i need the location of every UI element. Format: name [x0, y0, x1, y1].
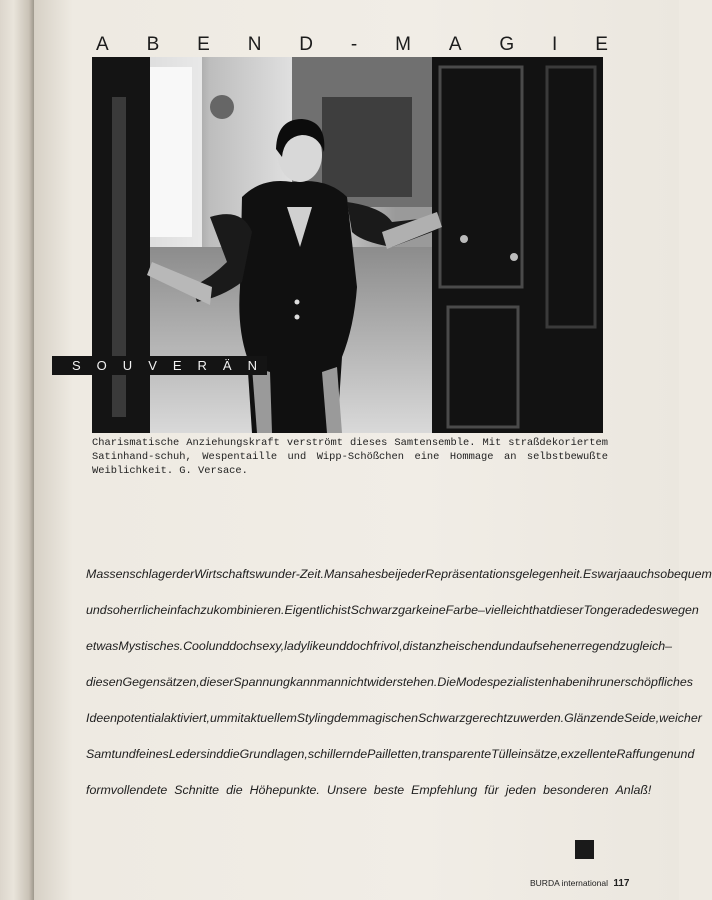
label-letter: R: [197, 358, 207, 373]
label-letter: E: [172, 358, 182, 373]
body-line: formvollendete Schnitte die Höhepunkte. Unsere beste Empfehlung für jeden besonderen Anlaß!: [86, 783, 652, 797]
title-letter: E: [595, 34, 608, 55]
article-body: [86, 556, 712, 808]
publication-name: BURDA international: [530, 878, 608, 888]
body-line: Massenschlager der Wirtschaftswunder-Zeit. Man sah es bei jeder Repräsentationsgelegenheit. Es war ja auch so bequem: [86, 567, 712, 581]
title-letter: D: [299, 34, 314, 55]
label-letter: O: [96, 358, 107, 373]
title-letter: E: [197, 34, 210, 55]
title-letter: N: [247, 34, 262, 55]
body-line: diesen Gegensätzen, dieser Spannung kann man nicht widerstehen. Die Modespezialisten haben ihr unerschöpfliches: [86, 675, 693, 689]
body-line: etwas Mystisches. Cool und doch sexy, ladylike und doch frivol, distanzheischend und aufsehenerregend zugleich –: [86, 639, 673, 653]
fashion-photo: [92, 57, 603, 433]
label-letter: N: [247, 358, 257, 373]
label-letter: Ä: [222, 358, 232, 373]
page-title: [96, 34, 608, 58]
title-letter: G: [499, 34, 515, 55]
title-letter: A: [448, 34, 462, 55]
book-spine-shadow: [0, 0, 34, 900]
body-line: Ideenpotential aktiviert, um mit aktuellem Styling dem magischen Schwarz gerecht zu werden. Glänzende Seide, weicher: [86, 711, 702, 725]
photo-caption: Charismatische Anziehungskraft verströmt dieses Samtensemble. Mit straßdekoriertem Satinhand-schuh, Wespentaille und Wipp-Schößchen eine Hommage an selbstbewußte Weiblichkeit. G. Versace.: [92, 437, 608, 477]
title-letter: A: [96, 34, 109, 55]
label-letter: S: [72, 358, 81, 373]
title-letter: -: [350, 34, 358, 55]
body-line: und so herrlich einfach zu kombinieren. Eigentlich ist Schwarz gar keine Farbe – vielleicht hat dieser Ton gerade deswegen: [86, 603, 699, 617]
title-letter: M: [395, 34, 411, 55]
photo-label: [72, 357, 257, 374]
body-line: Samt und feines Leder sind die Grundlagen, schillernde Pailletten, transparente Tülleinsätze, exzellente Raffungen und: [86, 747, 695, 761]
label-letter: U: [122, 358, 133, 373]
title-letter: I: [552, 34, 558, 55]
label-letter: V: [148, 358, 157, 373]
photo-illustration: [92, 57, 603, 433]
page-number: 117: [613, 878, 630, 889]
page-footer: [530, 878, 629, 889]
title-letter: B: [146, 34, 160, 55]
end-mark: [575, 840, 594, 859]
